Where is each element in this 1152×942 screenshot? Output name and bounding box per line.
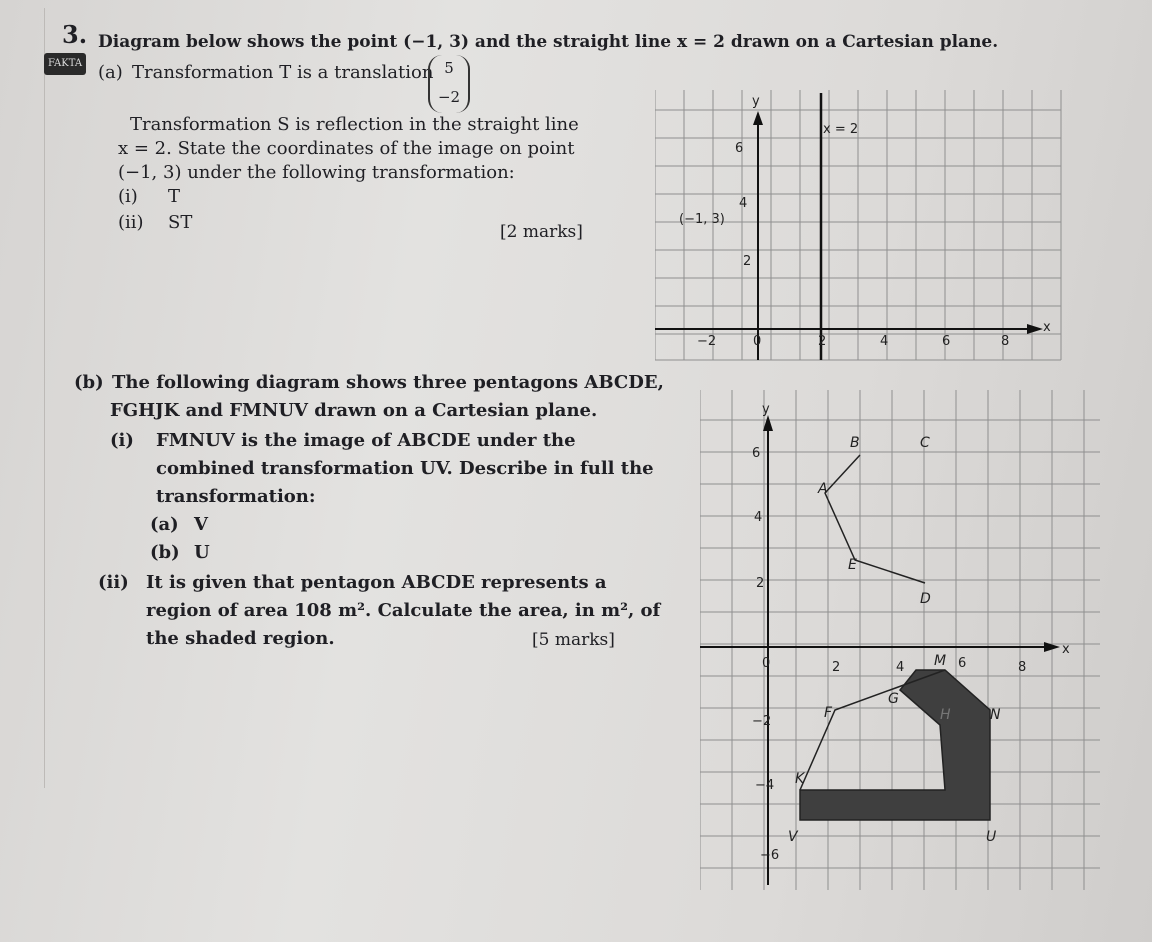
vertex-b: B: [850, 435, 860, 451]
x-tick-a-2: 2: [818, 334, 827, 349]
translation-vector: [428, 55, 470, 113]
part-b-b-text: U: [194, 542, 210, 563]
part-b-line1: The following diagram shows three pentagons ABCDE,: [112, 372, 664, 393]
part-a-marks: [2 marks]: [500, 222, 583, 242]
vector-bottom: −2: [437, 88, 461, 106]
vertex-h: H: [940, 707, 951, 723]
x-tick-b-2: 2: [832, 660, 841, 675]
vertex-k: K: [795, 771, 805, 787]
vertex-c: C: [920, 435, 930, 451]
part-b-b-label: (b): [150, 542, 180, 563]
part-a-para3: (−1, 3) under the following transformation:: [118, 162, 515, 183]
part-b-i-line3: transformation:: [156, 486, 316, 507]
vertex-v: V: [788, 829, 798, 845]
x-tick-a-0: 0: [753, 334, 762, 349]
part-b-ii-label: (ii): [98, 572, 129, 593]
y-tick-a-6: 6: [735, 141, 744, 156]
x-axis-label-b: x: [1062, 642, 1070, 657]
vertex-u: U: [986, 829, 997, 845]
part-b-line2: FGHJK and FMNUV drawn on a Cartesian plane.: [110, 400, 598, 421]
part-b-ii-line2: region of area 108 m². Calculate the area, in m², of: [146, 600, 661, 621]
part-a-para2: x = 2. State the coordinates of the image on point: [118, 138, 575, 159]
y-tick-b-neg4: −4: [755, 778, 775, 793]
x-tick-a-8: 8: [1001, 334, 1010, 349]
part-b-i-line1: FMNUV is the image of ABCDE under the: [156, 430, 576, 451]
vertex-a: A: [818, 481, 828, 497]
x-tick-a-6: 6: [942, 334, 951, 349]
x-tick-b-8: 8: [1018, 660, 1027, 675]
item-i-text: T: [168, 186, 181, 207]
x-tick-b-6: 6: [958, 656, 967, 671]
y-axis-label-b: y: [762, 402, 770, 417]
vertex-g: G: [888, 691, 899, 707]
question-number: 3.: [62, 20, 88, 49]
point-label: (−1, 3): [679, 212, 725, 227]
page-edge: [44, 8, 45, 788]
y-tick-b-2: 2: [756, 576, 765, 591]
y-axis-arrow-a: [753, 111, 763, 125]
part-b-ii-line1: It is given that pentagon ABCDE represents a: [146, 572, 607, 593]
graph-b: [700, 385, 1110, 895]
item-i-label: (i): [118, 186, 138, 207]
line-label: x = 2: [823, 122, 859, 137]
part-b-i-line2: combined transformation UV. Describe in full the: [156, 458, 654, 479]
item-ii-label: (ii): [118, 212, 144, 233]
x-tick-b-0: 0: [762, 656, 771, 671]
vector-top: 5: [444, 59, 454, 77]
vertex-m: M: [934, 653, 947, 669]
x-tick-a-4: 4: [880, 334, 889, 349]
part-a-line1: Transformation T is a translation: [132, 62, 434, 83]
pentagon-abcde: [825, 455, 925, 583]
y-tick-a-4: 4: [739, 196, 748, 211]
part-b-label: (b): [74, 372, 104, 393]
item-ii-text: ST: [168, 212, 193, 233]
vertex-n: N: [990, 707, 1001, 723]
vertex-d: D: [920, 591, 931, 607]
y-tick-b-neg2: −2: [752, 714, 772, 729]
graph-a: [655, 85, 1080, 370]
part-b-ii-line3: the shaded region.: [146, 628, 335, 649]
part-b-a-label: (a): [150, 514, 179, 535]
part-b-a-text: V: [194, 514, 208, 535]
y-tick-b-6: 6: [752, 446, 761, 461]
vertex-e: E: [848, 557, 857, 573]
x-axis-label-a: x: [1043, 320, 1051, 335]
part-b-i-label: (i): [110, 430, 134, 451]
part-a-label: (a): [98, 62, 123, 83]
x-tick-a-neg2: −2: [697, 334, 717, 349]
y-axis-label-a: y: [752, 94, 760, 109]
part-b-marks: [5 marks]: [532, 630, 615, 650]
x-axis-arrow-a: [1027, 324, 1043, 334]
question-intro: Diagram below shows the point (−1, 3) and the straight line x = 2 drawn on a Cartesian plane.: [98, 32, 999, 52]
vertex-f: F: [824, 705, 833, 721]
y-tick-a-2: 2: [743, 254, 752, 269]
x-tick-b-4: 4: [896, 660, 905, 675]
part-a-para1: Transformation S is reflection in the straight line: [130, 114, 579, 135]
y-tick-b-4: 4: [754, 510, 763, 525]
publisher-logo: FAKTA: [44, 53, 86, 75]
y-tick-b-neg6: −6: [760, 848, 780, 863]
